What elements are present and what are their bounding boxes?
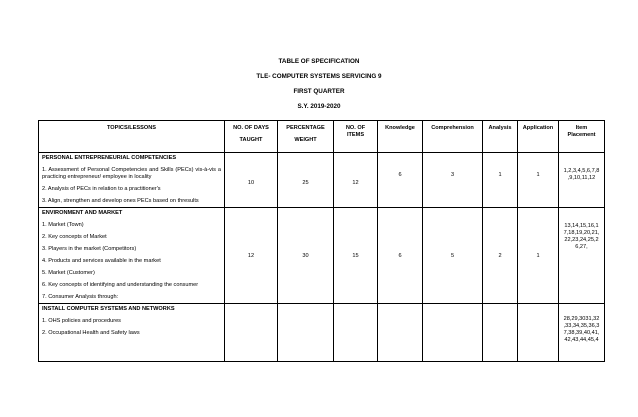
col-days-line2: TAUGHT [239, 137, 263, 143]
comprehension-cell [423, 304, 483, 362]
table-row [39, 208, 605, 304]
items-cell: 12 [334, 153, 378, 208]
knowledge-cell: 6 [378, 153, 423, 208]
application-cell: 1 [518, 153, 559, 208]
application-cell: 1 [518, 208, 559, 304]
col-comprehension: Comprehension [423, 121, 483, 153]
col-items [334, 121, 378, 153]
analysis-cell [483, 304, 518, 362]
lesson-item: 3. Align, strengthen and develop ones PECs based on thresults [42, 198, 199, 204]
items-cell: 15 [334, 208, 378, 304]
col-application: Application [518, 121, 559, 153]
topic-cell [39, 208, 225, 304]
placement-cell: 28,29,3031,32 ,33,34,35,36,3 7,38,39,40,41, 42,43,44,45,4 [559, 304, 605, 362]
col-items-line2: ITEMS [346, 132, 365, 138]
topic-heading: INSTALL COMPUTER SYSTEMS AND NETWORKS [42, 306, 175, 312]
placement-cell: 13,14,15,16,1 7,18,19,20,21, 22,23,24,25,2 6,27, [559, 208, 605, 304]
knowledge-cell: 6 [378, 208, 423, 304]
application-cell [518, 304, 559, 362]
col-pct-line2: WEIGHT [294, 137, 317, 143]
title-4: S.Y. 2019-2020 [297, 103, 341, 110]
analysis-cell: 2 [483, 208, 518, 304]
lesson-item: 6. Key concepts of identifying and understanding the consumer [42, 282, 199, 288]
table-row [39, 153, 605, 208]
lesson-item: 5. Market (Customer) [42, 270, 95, 276]
lesson-item: 7. Consumer Analysis through: [42, 294, 119, 300]
lesson-item: 1. OHS policies and procedures [42, 318, 121, 324]
col-knowledge: Knowledge [378, 121, 423, 153]
col-topics: TOPICS/LESSONS [39, 121, 225, 153]
col-analysis: Analysis [483, 121, 518, 153]
topic-cell [39, 304, 225, 362]
percentage-cell: 30 [278, 208, 334, 304]
title-1: TABLE OF SPECIFICATION [278, 58, 360, 65]
specification-table [38, 120, 605, 362]
percentage-cell [278, 304, 334, 362]
col-pct-line1: PERCENTAGE [286, 125, 325, 131]
topic-heading: ENVIRONMENT AND MARKET [42, 210, 123, 216]
col-days [225, 121, 278, 153]
col-placement-line2: Placement [567, 132, 596, 138]
analysis-cell: 1 [483, 153, 518, 208]
header-row [39, 121, 605, 153]
lesson-item: 4. Products and services available in the market [42, 258, 161, 264]
comprehension-cell: 5 [423, 208, 483, 304]
knowledge-cell [378, 304, 423, 362]
title-3: FIRST QUARTER [293, 88, 345, 95]
col-days-line1: NO. OF DAYS [233, 125, 269, 131]
placement-cell: 1,2,3,4,5,6,7,8 ,9,10,11,12 [559, 153, 605, 208]
col-percentage [278, 121, 334, 153]
topic-cell [39, 153, 225, 208]
items-cell [334, 304, 378, 362]
lesson-item: 3. Players in the market (Competitors) [42, 246, 137, 252]
days-cell: 10 [225, 153, 278, 208]
col-placement [559, 121, 605, 153]
lesson-item: 2. Key concepts of Market [42, 234, 107, 240]
lesson-item: 1. Market (Town) [42, 222, 84, 228]
days-cell: 12 [225, 208, 278, 304]
lesson-item: 2. Occupational Health and Safety laws [42, 330, 140, 336]
lesson-item: 1. Assessment of Personal Competencies and Skills (PECs) vis-à-vis a practicing entrepreneur/ employee in locality [42, 167, 221, 180]
topic-heading: PERSONAL ENTREPRENEURIAL COMPETENCIES [42, 155, 177, 161]
comprehension-cell: 3 [423, 153, 483, 208]
percentage-cell: 25 [278, 153, 334, 208]
days-cell [225, 304, 278, 362]
col-items-line1: NO. OF [345, 125, 366, 131]
title-2: TLE- COMPUTER SYSTEMS SERVICING 9 [256, 73, 382, 80]
table-row [39, 304, 605, 362]
lesson-item: 2. Analysis of PECs in relation to a practitioner's [42, 186, 161, 192]
col-placement-line1: Item [575, 125, 588, 131]
